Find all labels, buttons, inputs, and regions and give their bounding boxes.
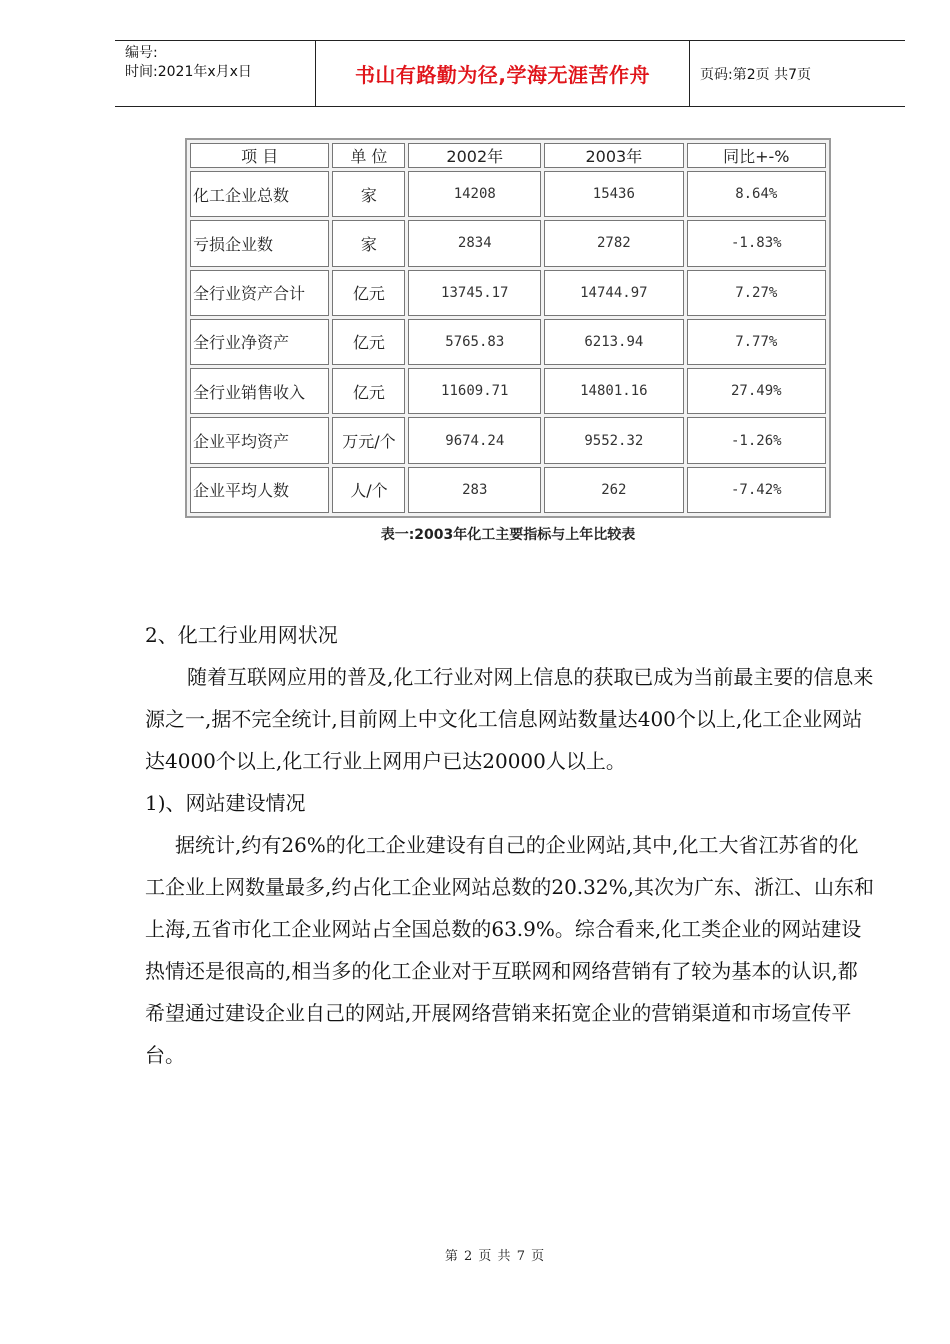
col-header-item: 项 目 (190, 143, 329, 168)
table-row (190, 417, 826, 463)
cell-unit: 亿元 (332, 270, 405, 316)
cell-unit: 人/个 (332, 467, 405, 513)
col-header-2002: 2002年 (408, 143, 541, 168)
cell-unit: 亿元 (332, 368, 405, 414)
cell-unit: 家 (332, 171, 405, 217)
cell-item: 全行业资产合计 (190, 270, 329, 316)
col-header-unit: 单 位 (332, 143, 405, 168)
table-row (190, 319, 826, 365)
cell-item: 全行业销售收入 (190, 368, 329, 414)
header-page-info: 页码:第2页 共7页 (700, 66, 811, 83)
cell-change: -1.83% (687, 220, 826, 266)
cell-2003: 14744.97 (544, 270, 683, 316)
cell-change: -1.26% (687, 417, 826, 463)
cell-change: 8.64% (687, 171, 826, 217)
cell-item: 企业平均资产 (190, 417, 329, 463)
cell-2003: 15436 (544, 171, 683, 217)
cell-unit: 亿元 (332, 319, 405, 365)
cell-item: 化工企业总数 (190, 171, 329, 217)
header-motto: 书山有路勤为径,学海无涯苦作舟 (316, 41, 690, 106)
col-header-change: 同比+-% (687, 143, 826, 168)
table-row (190, 270, 826, 316)
table-row (190, 171, 826, 217)
cell-2003: 14801.16 (544, 368, 683, 414)
table-header-row (190, 143, 826, 168)
cell-2002: 5765.83 (408, 319, 541, 365)
indicator-table (187, 140, 829, 516)
table-caption: 表一:2003年化工主要指标与上年比较表 (380, 527, 636, 543)
cell-change: 7.27% (687, 270, 826, 316)
section-heading: 2、化工行业用网状况 (145, 623, 338, 647)
cell-change: -7.42% (687, 467, 826, 513)
cell-unit: 家 (332, 220, 405, 266)
cell-2002: 2834 (408, 220, 541, 266)
header-meta (115, 41, 316, 106)
sub-heading: 1)、网站建设情况 (145, 791, 306, 815)
cell-item: 企业平均人数 (190, 467, 329, 513)
cell-2003: 262 (544, 467, 683, 513)
table-row (190, 368, 826, 414)
table-row (190, 467, 826, 513)
paragraph-internet-usage: 随着互联网应用的普及,化工行业对网上信息的获取已成为当前最主要的信息来源之一,据不完全统计,目前网上中文化工信息网站数量达400个以上,化工企业网站达4000个以上,化工行业上网用户已达20000人以上。 (145, 665, 874, 773)
number-label: 编号: (125, 45, 158, 61)
cell-change: 7.77% (687, 319, 826, 365)
cell-2002: 11609.71 (408, 368, 541, 414)
cell-2003: 2782 (544, 220, 683, 266)
cell-2002: 14208 (408, 171, 541, 217)
time-label: 时间:2021年x月x日 (125, 64, 252, 80)
cell-item: 全行业净资产 (190, 319, 329, 365)
cell-2002: 283 (408, 467, 541, 513)
document-header (115, 40, 905, 107)
cell-2003: 9552.32 (544, 417, 683, 463)
col-header-2003: 2003年 (544, 143, 683, 168)
cell-2003: 6213.94 (544, 319, 683, 365)
cell-item: 亏损企业数 (190, 220, 329, 266)
cell-2002: 9674.24 (408, 417, 541, 463)
indicator-table-image (185, 138, 831, 518)
table-row (190, 220, 826, 266)
cell-2002: 13745.17 (408, 270, 541, 316)
body-text (145, 614, 875, 1076)
cell-unit: 万元/个 (332, 417, 405, 463)
page-footer: 第 2 页 共 7 页 (444, 1249, 546, 1264)
paragraph-website-construction: 据统计,约有26%的化工企业建设有自己的企业网站,其中,化工大省江苏省的化工企业上网数量最多,约占化工企业网站总数的20.32%,其次为广东、浙江、山东和上海,五省市化工企业网站占全国总数的63.9%。综合看来,化工类企业的网站建设热情还是很高的,相当多的化工企业对于互联网和网络营销有了较为基本的认识,都希望通过建设企业自己的网站,开展网络营销来拓宽企业的营销渠道和市场宣传平台。 (145, 833, 874, 1067)
cell-change: 27.49% (687, 368, 826, 414)
